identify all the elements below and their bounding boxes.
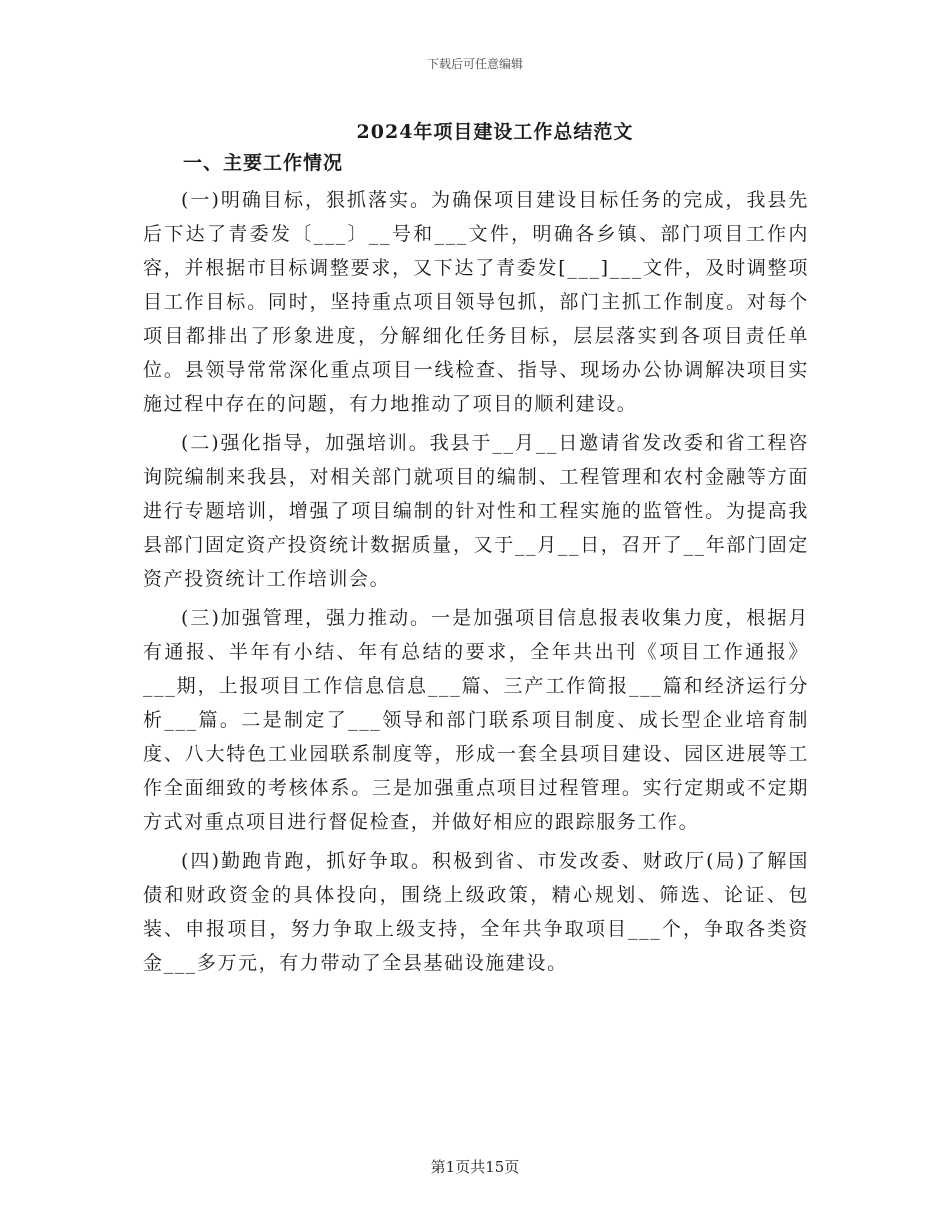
document-body <box>143 148 809 985</box>
header-note: 下载后可任意编辑 <box>426 57 523 71</box>
section-heading: 一、主要工作情况 <box>183 152 344 174</box>
paragraph-1: (一)明确目标，狠抓落实。为确保项目建设目标任务的完成，我县先后下达了青委发〔___〕__号和___文件，明确各乡镇、部门项目工作内容，并根据市目标调整要求，又下达了青委发[___]___文件，及时调整项目工作目标。同时，坚持重点项目领导包抓，部门主抓工作制度。对每个项目都排出了形象进度，分解细化任务目标，层层落实到各项目责任单位。县领导常常深化重点项目一线检查、指导、现场办公协调解决项目实施过程中存在的问题，有力地推动了项目的顺利建设。 <box>143 189 809 415</box>
paragraph-4: (四)勤跑肯跑，抓好争取。积极到省、市发改委、财政厅(局)了解国债和财政资金的具体投向，围绕上级政策，精心规划、筛选、论证、包装、申报项目，努力争取上级支持，全年共争取项目___个，争取各类资金___多万元，有力带动了全县基础设施建设。 <box>143 850 809 974</box>
paragraph-3: (三)加强管理，强力推动。一是加强项目信息报表收集力度，根据月有通报、半年有小结、年有总结的要求，全年共出刊《项目工作通报》___期，上报项目工作信息信息___篇、三产工作简报___篇和经济运行分析___篇。二是制定了___领导和部门联系项目制度、成长型企业培育制度、八大特色工业园联系制度等，形成一套全县项目建设、园区进展等工作全面细致的考核体系。三是加强重点项目过程管理。实行定期或不定期方式对重点项目进行督促检查，并做好相应的跟踪服务工作。 <box>143 607 809 833</box>
document-title: 2024年项目建设工作总结范文 <box>356 121 634 143</box>
paragraph-2: (二)强化指导，加强培训。我县于__月__日邀请省发改委和省工程咨询院编制来我县，对相关部门就项目的编制、工程管理和农村金融等方面进行专题培训，增强了项目编制的针对性和工程实施的监管性。为提高我县部门固定资产投资统计数据质量，又于__月__日，召开了__年部门固定资产投资统计工作培训会。 <box>143 432 809 590</box>
page-number-footer: 第1页共15页 <box>430 1158 520 1176</box>
